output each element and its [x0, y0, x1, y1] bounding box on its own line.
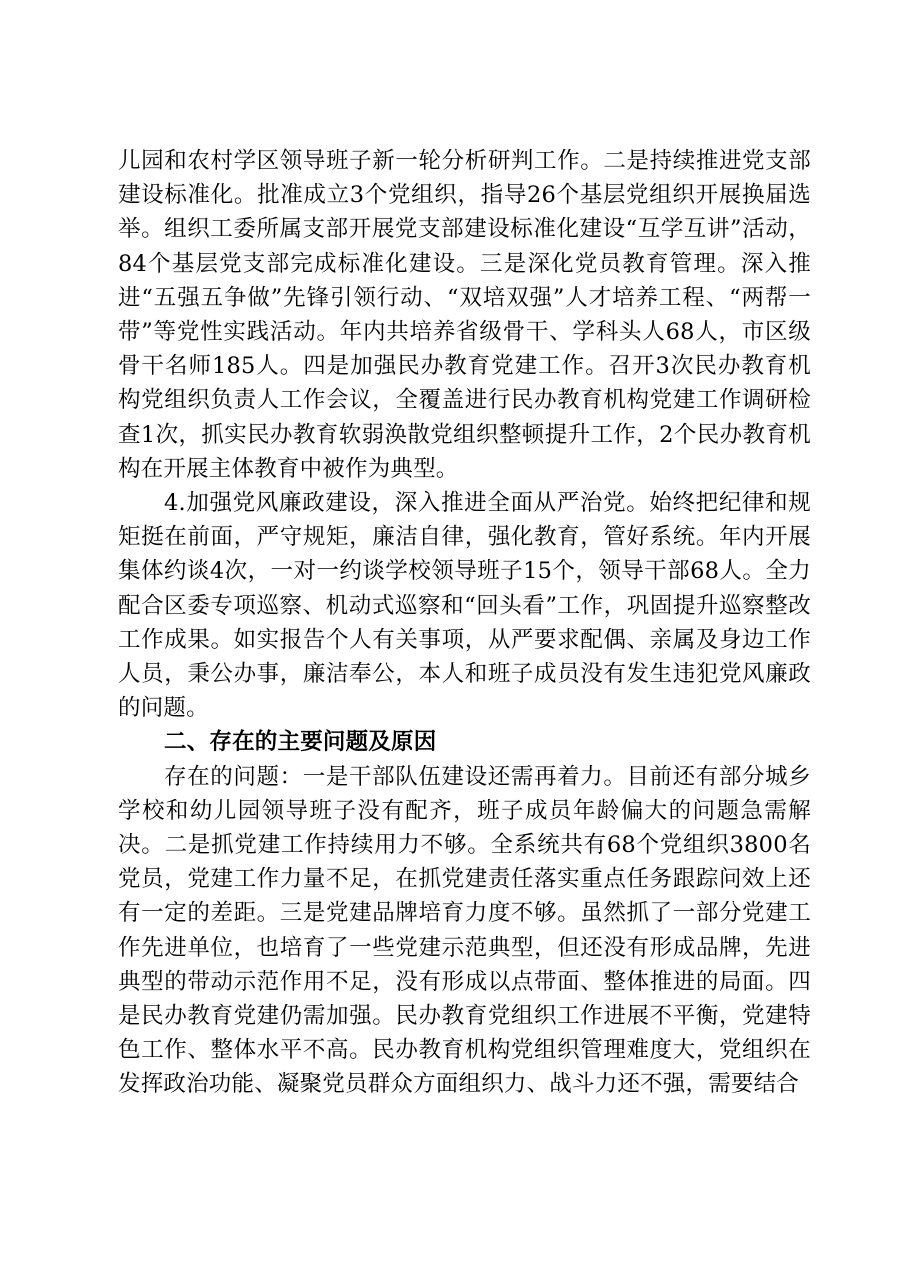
paragraph-work-summary: 儿园和农村学区领导班子新一轮分析研判工作。二是持续推进党支部建设标准化。批准成立3个党组织，指导26个基层党组织开展换届选举。组织工委所属支部开展党支部建设标准化建设“互学互讲”活动，84个基层党支部完成标准化建设。三是深化党员教育管理。深入推进“五强五争做”先锋引领行动、“双培双强”人才培养工程、“两帮一带”等党性实践活动。年内共培养省级骨干、学科头人68人，市区级骨干名师185人。四是加强民办教育党建工作。召开3次民办教育机构党组织负责人工作会议，全覆盖进行民办教育机构党建工作调研检查1次，抓实民办教育软弱涣散党组织整顿提升工作，2个民办教育机构在开展主体教育中被作为典型。	[118, 148, 811, 482]
section-heading-problems: 二、存在的主要问题及原因	[164, 729, 437, 756]
document-page	[118, 144, 811, 1102]
paragraph-integrity-building: 4.加强党风廉政建设，深入推进全面从严治党。始终把纪律和规矩挺在前面，严守规矩，廉洁自律，强化教育，管好系统。年内开展集体约谈4次，一对一约谈学校领导班子15个，领导干部68人。全力配合区委专项巡察、机动式巡察和“回头看”工作，巩固提升巡察整改工作成果。如实报告个人有关事项，从严要求配偶、亲属及身边工作人员，秉公办事，廉洁奉公，本人和班子成员没有发生违犯党风廉政的问题。	[118, 490, 811, 722]
paragraph-problems: 存在的问题：一是干部队伍建设还需再着力。目前还有部分城乡学校和幼儿园领导班子没有配齐，班子成员年龄偏大的问题急需解决。二是抓党建工作持续用力不够。全系统共有68个党组织3800名党员，党建工作力量不足，在抓党建责任落实重点任务跟踪问效上还有一定的差距。三是党建品牌培育力度不够。虽然抓了一部分党建工作先进单位，也培育了一些党建示范典型，但还没有形成品牌，先进典型的带动示范作用不足，没有形成以点带面、整体推进的局面。四是民办教育党建仍需加强。民办教育党组织工作进展不平衡，党建特色工作、整体水平不高。民办教育机构党组织管理难度大，党组织在发挥政治功能、凝聚党员群众方面组织力、战斗力还不强，需要结合	[118, 763, 811, 1098]
